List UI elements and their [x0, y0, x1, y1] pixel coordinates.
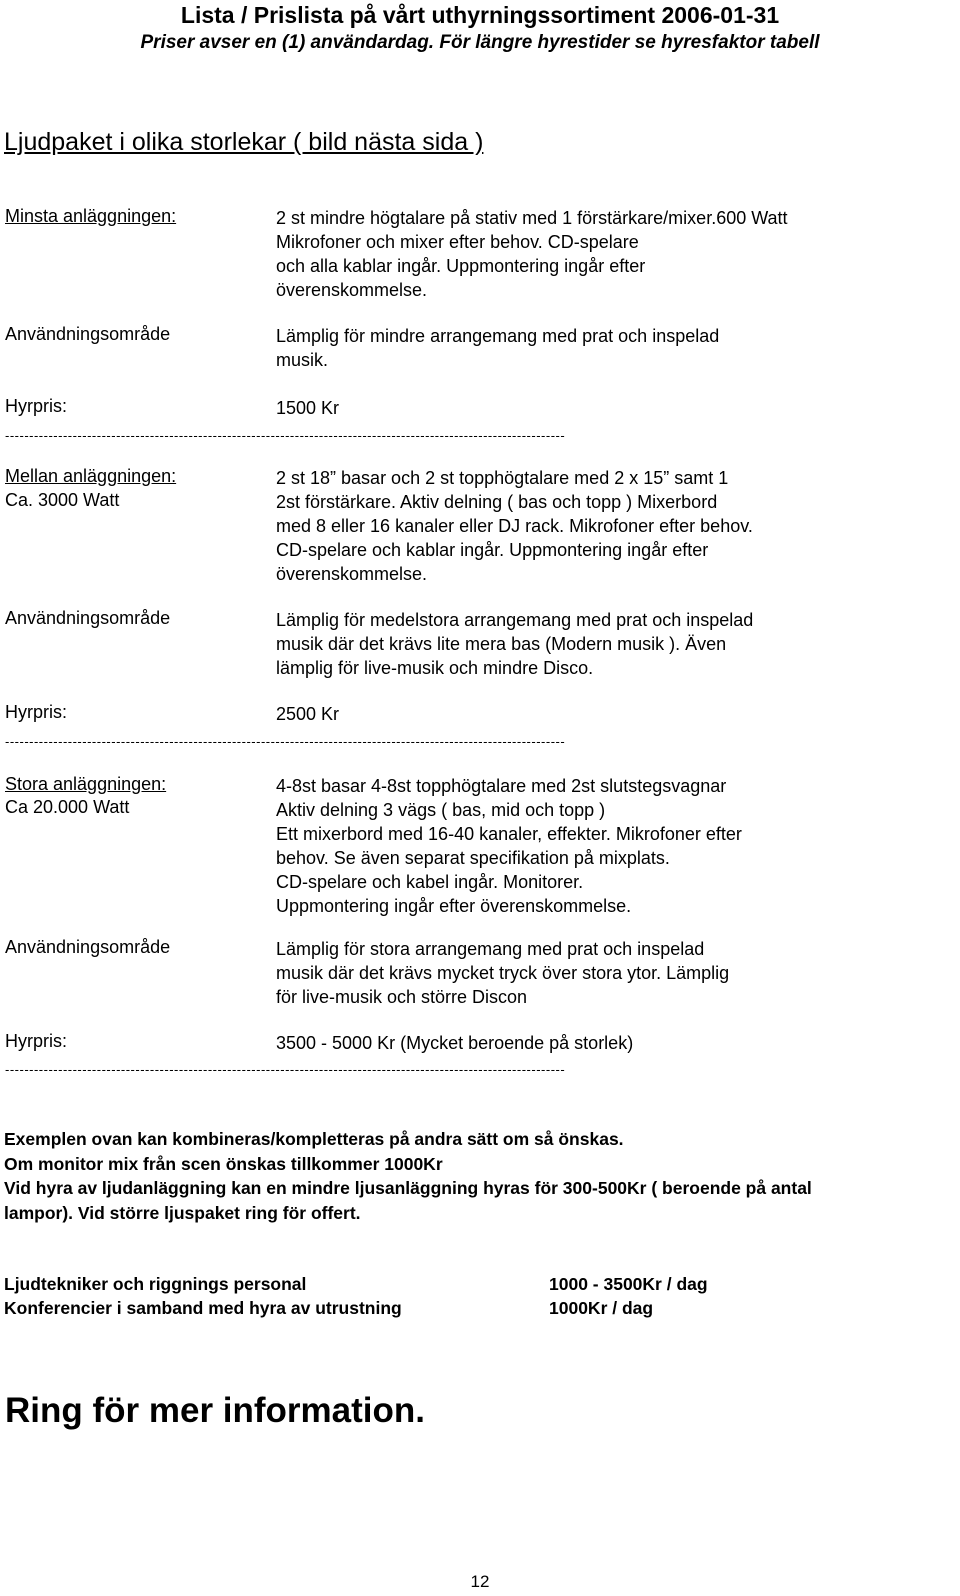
price-medium: 2500 Kr [276, 704, 340, 724]
package-watt-medium: Ca. 3000 Watt [5, 490, 120, 510]
description-line: överenskommelse. [276, 564, 428, 584]
usage-line: Lämplig för medelstora arrangemang med prat och inspelad [276, 610, 754, 630]
notes-block [4, 1127, 812, 1225]
note-line: Vid hyra av ljudanläggning kan en mindre ljusanläggning hyras för 300-500Kr ( beroende på antal [4, 1178, 812, 1198]
usage-text-small [276, 324, 856, 372]
description-line: behov. Se även separat specifikation på mixplats. [276, 848, 670, 868]
section-title: Ljudpaket i olika storlekar ( bild nästa sida ) [4, 128, 484, 156]
description-line: CD-spelare och kablar ingår. Uppmontering ingår efter [276, 540, 709, 560]
usage-line: musik. [276, 350, 329, 370]
page-number: 12 [470, 1572, 490, 1591]
description-line: 2st förstärkare. Aktiv delning ( bas och topp ) Mixerbord [276, 492, 718, 512]
package-name-small: Minsta anläggningen: [5, 206, 177, 226]
note-line: Exemplen ovan kan kombineras/kompletteras på andra sätt om så önskas. [4, 1129, 624, 1149]
description-line: Ett mixerbord med 16-40 kanaler, effekter. Mikrofoner efter [276, 824, 742, 844]
separator: -------------------------------------------------------------------------------------------------------------------- [5, 734, 566, 749]
description-line: 2 st 18” basar och 2 st topphögtalare med 2 x 15” samt 1 [276, 468, 729, 488]
page-subtitle: Priser avser en (1) användardag. För längre hyrestider se hyresfaktor tabell [140, 32, 820, 53]
usage-line: musik där det krävs mycket tryck över stora ytor. Lämplig [276, 963, 730, 983]
usage-line: Lämplig för stora arrangemang med prat och inspelad [276, 939, 705, 959]
call-to-action: Ring för mer information. [5, 1391, 425, 1430]
price-label-large: Hyrpris: [5, 1031, 67, 1051]
price-label-medium: Hyrpris: [5, 702, 67, 722]
description-line: CD-spelare och kabel ingår. Monitorer. [276, 872, 584, 892]
usage-line: musik där det krävs lite mera bas (Modern musik ). Även [276, 634, 727, 654]
usage-text-medium [276, 608, 856, 680]
usage-line: Lämplig för mindre arrangemang med prat och inspelad [276, 326, 720, 346]
usage-label-small: Användningsområde [5, 324, 171, 344]
package-name-medium: Mellan anläggningen: [5, 466, 177, 486]
usage-text-large [276, 937, 856, 1009]
usage-label-medium: Användningsområde [5, 608, 171, 628]
description-line: överenskommelse. [276, 280, 428, 300]
description-line: Mikrofoner och mixer efter behov. CD-spelare [276, 232, 639, 252]
description-line: 4-8st basar 4-8st topphögtalare med 2st slutstegsvagnar [276, 776, 727, 796]
page-title: Lista / Prislista på vårt uthyrningssortiment 2006-01-31 [180, 2, 780, 28]
note-line: lampor). Vid större ljuspaket ring för offert. [4, 1202, 361, 1223]
description-line: och alla kablar ingår. Uppmontering ingår efter [276, 256, 646, 276]
price-small: 1500 Kr [276, 398, 340, 418]
service-label: Konferencier i samband med hyra av utrustning [4, 1298, 402, 1318]
separator: -------------------------------------------------------------------------------------------------------------------- [5, 428, 566, 443]
package-watt-large: Ca 20.000 Watt [5, 797, 130, 817]
note-line: Om monitor mix från scen önskas tillkommer 1000Kr [4, 1153, 443, 1174]
price-large: 3500 - 5000 Kr (Mycket beroende på storlek) [276, 1033, 634, 1053]
service-label: Ljudtekniker och riggnings personal [4, 1274, 307, 1294]
package-description-large [276, 774, 856, 918]
service-price: 1000Kr / dag [549, 1298, 654, 1318]
usage-line: lämplig för live-musik och mindre Disco. [276, 658, 594, 678]
separator: -------------------------------------------------------------------------------------------------------------------- [5, 1062, 566, 1077]
price-label-small: Hyrpris: [5, 396, 67, 416]
description-line: Uppmontering ingår efter överenskommelse. [276, 896, 632, 916]
package-name-large: Stora anläggningen: [5, 774, 167, 794]
package-description-small [276, 206, 856, 302]
usage-label-large: Användningsområde [5, 937, 171, 957]
package-description-medium [276, 466, 856, 586]
usage-line: för live-musik och större Discon [276, 987, 528, 1007]
description-line: med 8 eller 16 kanaler eller DJ rack. Mikrofoner efter behov. [276, 516, 753, 536]
service-price: 1000 - 3500Kr / dag [549, 1274, 708, 1294]
description-line: Aktiv delning 3 vägs ( bas, mid och topp ) [276, 800, 606, 820]
description-line: 2 st mindre högtalare på stativ med 1 förstärkare/mixer.600 Watt [276, 208, 788, 228]
